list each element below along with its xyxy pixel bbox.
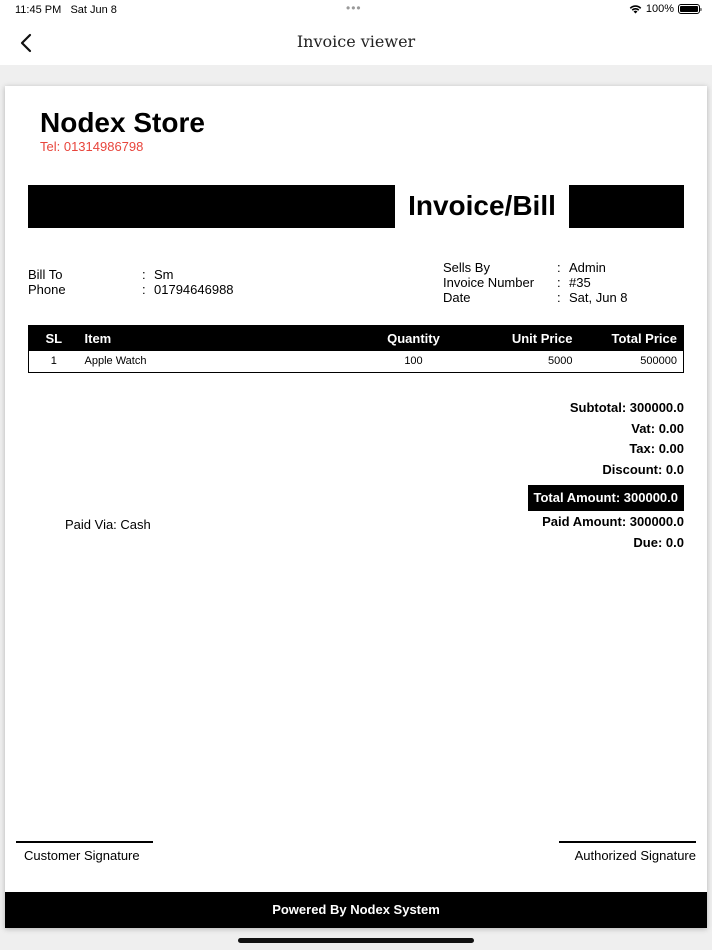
info-separator: : bbox=[142, 267, 146, 282]
cell-quantity: 100 bbox=[404, 355, 423, 368]
authorized-signature-block bbox=[559, 841, 696, 863]
payment-method: Paid Via: Cash bbox=[65, 517, 151, 532]
title-bar-right bbox=[569, 185, 684, 228]
bill-to-block bbox=[28, 267, 234, 297]
wifi-icon bbox=[629, 4, 642, 14]
tax: Tax: 0.00 bbox=[629, 441, 684, 456]
cell-sl: 1 bbox=[50, 355, 57, 368]
title-bar-left bbox=[28, 185, 395, 228]
page-title: Invoice viewer bbox=[296, 32, 416, 51]
invoice-number-row bbox=[443, 275, 628, 290]
status-indicators bbox=[629, 3, 700, 15]
customer-signature-label: Customer Signature bbox=[24, 848, 140, 863]
seller-name: Admin bbox=[569, 260, 606, 275]
cell-total-price: 500000 bbox=[640, 355, 677, 368]
store-telephone: Tel: 01314986798 bbox=[40, 139, 144, 154]
bill-to-row bbox=[28, 267, 234, 282]
column-header-total-price: Total Price bbox=[579, 326, 684, 351]
totals-block bbox=[528, 398, 684, 553]
cell-item: Apple Watch bbox=[84, 355, 147, 368]
info-label: Bill To bbox=[28, 267, 63, 282]
signature-line bbox=[16, 841, 153, 843]
info-label: Invoice Number bbox=[443, 275, 535, 290]
multitasking-dots-icon[interactable]: ••• bbox=[346, 1, 362, 15]
status-bar bbox=[0, 0, 712, 22]
battery-icon bbox=[678, 4, 700, 14]
table-row bbox=[29, 351, 684, 373]
info-separator: : bbox=[557, 275, 561, 290]
column-header-sl: SL bbox=[29, 326, 79, 351]
invoice-meta-block bbox=[443, 260, 628, 305]
customer-phone: 01794646988 bbox=[154, 282, 234, 297]
status-time: 11:45 PM Sat Jun 8 bbox=[15, 4, 117, 16]
customer-name: Sm bbox=[154, 267, 174, 282]
info-separator: : bbox=[142, 282, 146, 297]
vat: Vat: 0.00 bbox=[631, 420, 684, 436]
sells-by-row bbox=[443, 260, 628, 275]
phone-row bbox=[28, 282, 234, 297]
authorized-signature-label: Authorized Signature bbox=[574, 848, 696, 863]
date-row bbox=[443, 290, 628, 305]
info-label: Date bbox=[443, 290, 471, 305]
table-header-row bbox=[29, 326, 684, 351]
paid-amount: Paid Amount: 300000.0 bbox=[542, 514, 684, 529]
column-header-item: Item bbox=[79, 326, 359, 351]
subtotal: Subtotal: 300000.0 bbox=[569, 400, 684, 415]
battery-percent: 100% bbox=[645, 3, 674, 15]
column-header-unit-price: Unit Price bbox=[469, 326, 579, 351]
home-indicator[interactable] bbox=[238, 938, 474, 943]
info-separator: : bbox=[557, 290, 561, 305]
invoice-title: Invoice/Bill bbox=[408, 190, 556, 221]
customer-signature-block bbox=[16, 841, 153, 863]
signature-line bbox=[559, 841, 696, 843]
nav-bar bbox=[0, 22, 712, 65]
invoice-number: #35 bbox=[569, 275, 591, 290]
info-separator: : bbox=[557, 260, 561, 275]
column-header-quantity: Quantity bbox=[359, 326, 469, 351]
store-name: Nodex Store bbox=[40, 107, 205, 138]
info-label: Sells By bbox=[443, 260, 490, 275]
info-label: Phone bbox=[28, 282, 66, 297]
due-amount: Due: 0.0 bbox=[633, 534, 684, 550]
discount: Discount: 0.0 bbox=[602, 461, 684, 477]
invoice-date: Sat, Jun 8 bbox=[569, 290, 628, 305]
powered-by-footer: Powered By Nodex System bbox=[5, 892, 707, 928]
invoice-document bbox=[5, 86, 707, 928]
cell-unit-price: 5000 bbox=[548, 355, 573, 368]
total-amount: Total Amount: 300000.0 bbox=[528, 485, 684, 511]
items-table bbox=[28, 325, 684, 373]
